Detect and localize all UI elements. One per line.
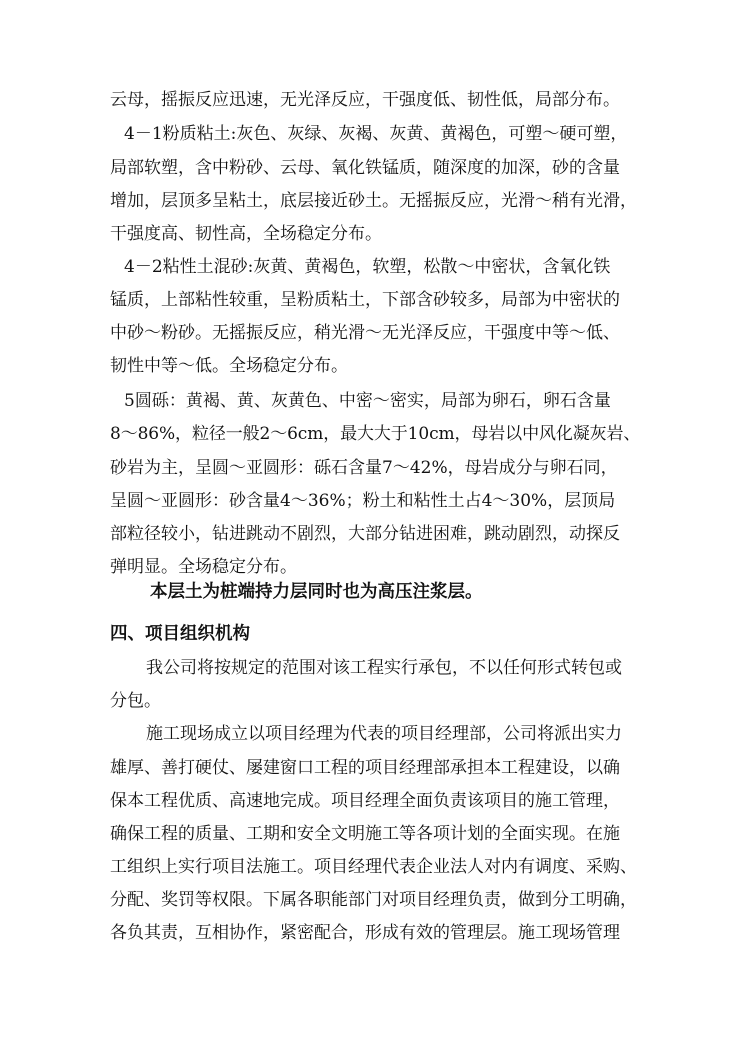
text-line: 分包。 bbox=[110, 691, 161, 711]
text-line: 雄厚、善打硬仗、屡建窗口工程的项目经理部承担本工程建设，以确 bbox=[110, 758, 620, 778]
text-line: 锰质，上部粘性较重，呈粉质粘土，下部含砂较多，局部为中密状的 bbox=[110, 290, 620, 310]
text-line: 部粒径较小，钻进跳动不剧烈，大部分钻进困难，跳动剧烈，动探反 bbox=[110, 524, 620, 544]
text-line: 工组织上实行项目法施工。项目经理代表企业法人对内有调度、采购、 bbox=[110, 857, 637, 877]
text-line: 各负其责，互相协作，紧密配合，形成有效的管理层。施工现场管理 bbox=[110, 923, 620, 943]
text-line: 局部软塑，含中粉砂、云母、氧化铁锰质，随深度的加深，砂的含量 bbox=[110, 158, 620, 178]
text-line: 施工现场成立以项目经理为代表的项目经理部，公司将派出实力 bbox=[146, 724, 622, 744]
text-line: 砂岩为主，呈圆～亚圆形：砾石含量7～42%，母岩成分与卵石同， bbox=[110, 458, 618, 478]
text-line: 韧性中等～低。全场稳定分布。 bbox=[110, 356, 348, 376]
text-line: 弹明显。全场稳定分布。 bbox=[110, 557, 297, 577]
text-line: 8～86%，粒径一般2～6cm，最大大于10cm，母岩以中风化凝灰岩、 bbox=[110, 424, 641, 444]
text-line: 呈圆～亚圆形：砂含量4～36%；粉土和粘性土占4～30%，层顶局 bbox=[110, 491, 616, 511]
text-line: 云母，摇振反应迅速，无光泽反应，干强度低、韧性低，局部分布。 bbox=[110, 90, 620, 110]
text-line: 确保工程的质量、工期和安全文明施工等各项计划的全面实现。在施 bbox=[110, 824, 620, 844]
text-line: 4－2粘性土混砂:灰黄、黄褐色，软塑，松散～中密状，含氧化铁 bbox=[124, 257, 611, 277]
section-heading: 四、项目组织机构 bbox=[110, 624, 250, 644]
text-line: 增加，层顶多呈粘土，底层接近砂土。无摇振反应，光滑～稍有光滑， bbox=[110, 191, 637, 211]
text-line: 分配、奖罚等权限。下属各职能部门对项目经理负责，做到分工明确， bbox=[110, 890, 637, 910]
text-line: 我公司将按规定的范围对该工程实行承包，不以任何形式转包或 bbox=[146, 658, 622, 678]
text-line: 干强度高、韧性高，全场稳定分布。 bbox=[110, 224, 382, 244]
bold-statement: 本层土为桩端持力层同时也为高压注浆层。 bbox=[150, 582, 483, 602]
text-line: 保本工程优质、高速地完成。项目经理全面负责该项目的施工管理， bbox=[110, 791, 620, 811]
text-line: 中砂～粉砂。无摇振反应，稍光滑～无光泽反应，干强度中等～低、 bbox=[110, 323, 620, 343]
text-line: 4－1粉质粘土:灰色、灰绿、灰褐、灰黄、黄褐色，可塑～硬可塑， bbox=[124, 124, 628, 144]
text-line: 5圆砾：黄褐、黄、灰黄色、中密～密实，局部为卵石，卵石含量 bbox=[124, 391, 611, 411]
